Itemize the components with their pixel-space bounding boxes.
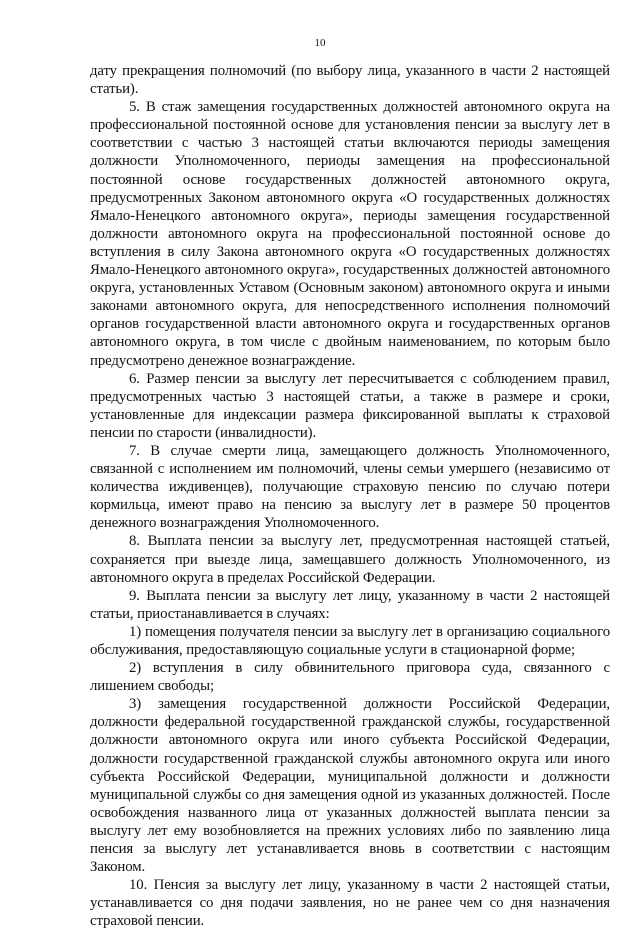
paragraph-9-item-2: 2) вступления в силу обвинительного приговора суда, связанного с лишением свободы; — [90, 660, 610, 695]
paragraph-10: 10. Пенсия за выслугу лет лицу, указанному в части 2 настоящей статьи, устанавливается со дня подачи заявления, но не ранее чем со дня назначения страховой пенсии. — [90, 877, 610, 930]
paragraph-7: 7. В случае смерти лица, замещающего должность Уполномоченного, связанной с исполнением им полномочий, члены семьи умершего (независимо от количества иждивенцев), получающие страховую пенсию по случаю потери кормильца, имеют право на пенсию за выслугу лет в размере 50 процентов денежного вознаграждения Уполномоченного. — [90, 442, 610, 532]
document-body — [90, 62, 610, 931]
paragraph-9: 9. Выплата пенсии за выслугу лет лицу, указанному в части 2 настоящей статьи, приостанавливается в случаях: — [90, 587, 610, 622]
paragraph-6: 6. Размер пенсии за выслугу лет пересчитывается с соблюдением правил, предусмотренных частью 3 настоящей статьи, а также в размере и сроки, установленные для индексации размера фиксированной выплаты к страховой пенсии по старости (инвалидности). — [90, 370, 610, 441]
paragraph-continuation: дату прекращения полномочий (по выбору лица, указанного в части 2 настоящей статьи). — [90, 63, 610, 98]
paragraph-9-item-3: 3) замещения государственной должности Российской Федерации, должности федеральной государственной гражданской службы, государственной должности автономного округа или иного субъекта Российской Федерации, должности государственной гражданской службы автономного округа или иного субъекта Российской Федерации, муниципальной должности и должности муниципальной службы со дня замещения одной из указанных должностей. После освобождения названного лица от указанных должностей выплата пенсии за выслугу лет ему возобновляется на прежних условиях либо по заявлению лица пенсия за выслугу лет устанавливается вновь в соответствии с настоящим Законом. — [90, 696, 610, 876]
page-number: 10 — [314, 37, 326, 49]
paragraph-9-item-1: 1) помещения получателя пенсии за выслугу лет в организацию социального обслуживания, предоставляющую социальные услуги в стационарной форме; — [90, 623, 610, 658]
paragraph-5: 5. В стаж замещения государственных должностей автономного округа на профессиональной постоянной основе для установления пенсии за выслугу лет в соответствии с частью 3 настоящей статьи включаются периоды замещения должности Уполномоченного, периоды замещения на профессиональной постоянной основе государственных должностей автономного округа, предусмотренных Законом автономного округа «О государственных должностях Ямало-Ненецкого автономного округа», периоды замещения государственной должности автономного округа на профессиональной постоянной основе до вступления в силу Закона автономного округа «О государственных должностях Ямало-Ненецкого автономного округа», государственных должностей автономного округа, установленных Уставом (Основным законом) автономного округа и иными законами автономного округа, для непосредственного исполнения полномочий органов государственной власти автономного округа и государственных органов автономного округа, в том числе с двойным наименованием, по которым было предусмотрено денежное вознаграждение. — [90, 99, 610, 369]
paragraph-8: 8. Выплата пенсии за выслугу лет, предусмотренная настоящей статьей, сохраняется при выезде лица, замещавшего должность Уполномоченного, из автономного округа в пределах Российской Федерации. — [90, 533, 610, 586]
